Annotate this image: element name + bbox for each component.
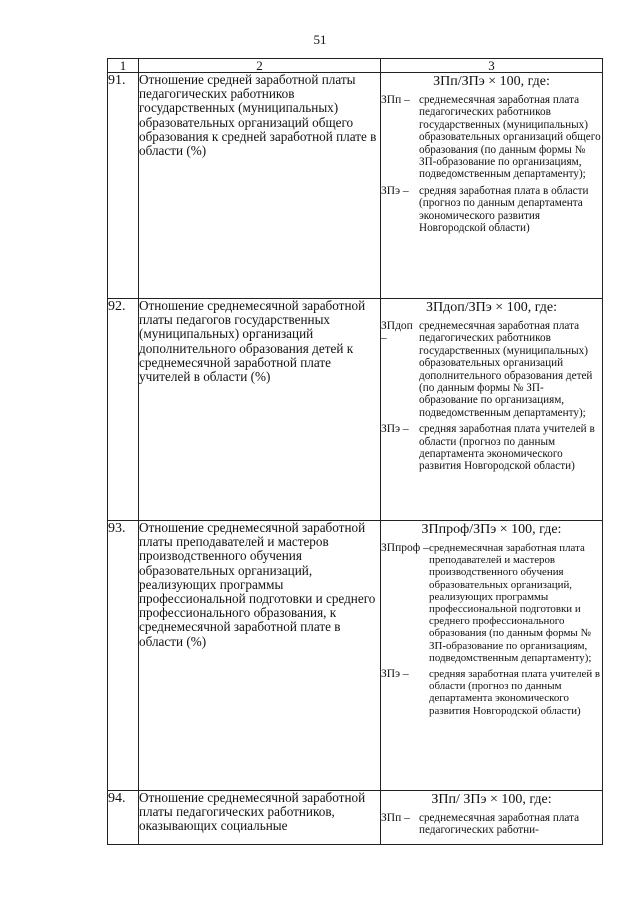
- indicator-description: Отношение среднемесячной заработной платы педагогических работников, оказывающих социальные: [139, 791, 381, 845]
- definition-symbol: ЗПэ –: [381, 184, 409, 197]
- row-number: 94.: [108, 791, 139, 845]
- indicator-description: Отношение среднемесячной заработной платы преподавателей и мастеров производственного обучения образовательных организаций, реализующих программы профессиональной подготовки и среднего профессионального образования, к среднемесячной заработной плате в области (%): [139, 521, 381, 791]
- formula-cell: [381, 73, 603, 299]
- definition-text: среднемесячная заработная плата педагогических работников государственных (муниципальных) образовательных организаций дополнительного образования детей (по данным формы № ЗП-образование по организациям, подведомственным департаменту);: [419, 320, 593, 419]
- definition-symbol: ЗПп –: [381, 94, 410, 106]
- page-number: 51: [313, 32, 327, 47]
- table-row: [108, 521, 603, 791]
- definition-text: среднемесячная заработная плата педагогических работни-: [419, 812, 580, 837]
- formula-cell: [381, 299, 603, 521]
- indicator-description: Отношение средней заработной платы педагогических работников государственных (муниципальных) образовательных организаций общего образования к средней заработной плате в области (%): [139, 73, 381, 299]
- definition-symbol: ЗПпроф –: [381, 542, 429, 554]
- formula: ЗПдоп/ЗПэ × 100, где:: [426, 300, 557, 315]
- definition-item: [381, 812, 602, 837]
- definition-symbol: ЗПэ –: [381, 668, 409, 681]
- definition-symbol: ЗПдоп –: [381, 320, 413, 345]
- table-header-row: [108, 59, 603, 73]
- definition-symbol: ЗПэ –: [381, 423, 409, 436]
- table-row: [108, 73, 603, 299]
- column-header-2: 2: [139, 59, 381, 73]
- definition-text: средняя заработная плата в области (прогноз по данным департамента экономического развития Новгородской области): [419, 184, 589, 235]
- formula-cell: [381, 791, 603, 845]
- definition-item: [381, 94, 602, 181]
- definition-item: [381, 542, 602, 664]
- definition-symbol: ЗПп –: [381, 812, 410, 824]
- formula: ЗПпроф/ЗПэ × 100, где:: [421, 522, 562, 537]
- definition-item: [381, 320, 602, 419]
- definition-item: [381, 668, 602, 717]
- column-header-3: 3: [381, 59, 603, 73]
- definition-text: среднемесячная заработная плата педагогических работников государственных (муниципальных) образовательных организаций общего образования (по данным формы № ЗП-образование по организациям, подведомственным департаменту);: [419, 94, 601, 181]
- row-number: 93.: [108, 521, 139, 791]
- formula-cell: [381, 521, 603, 791]
- definition-text: средняя заработная плата учителей в области (прогноз по данным департамента экономического развития Новгородской области): [429, 668, 601, 717]
- table-row: [108, 791, 603, 845]
- indicators-table: [107, 58, 603, 845]
- table-row: [108, 299, 603, 521]
- definition-text: средняя заработная плата учителей в области (прогноз по данным департамента экономического развития Новгородской области): [419, 423, 595, 473]
- formula: ЗПп/ЗПэ × 100, где:: [433, 74, 550, 89]
- definition-item: [381, 423, 602, 473]
- row-number: 92.: [108, 299, 139, 521]
- definition-text: среднемесячная заработная плата преподавателей и мастеров производственного обучения образовательных организаций, реализующих программы профессиональной подготовки и среднего профессионального образования (по данным формы № ЗП-образование по организациям, подведомственным департаменту);: [429, 542, 592, 664]
- indicator-description: Отношение среднемесячной заработной платы педагогов государственных (муниципальных) организаций дополнительного образования детей к среднемесячной заработной плате учителей в области (%): [139, 299, 381, 521]
- column-header-1: 1: [108, 59, 139, 73]
- formula: ЗПп/ ЗПэ × 100, где:: [431, 792, 552, 807]
- definition-item: [381, 185, 602, 235]
- row-number: 91.: [108, 73, 139, 299]
